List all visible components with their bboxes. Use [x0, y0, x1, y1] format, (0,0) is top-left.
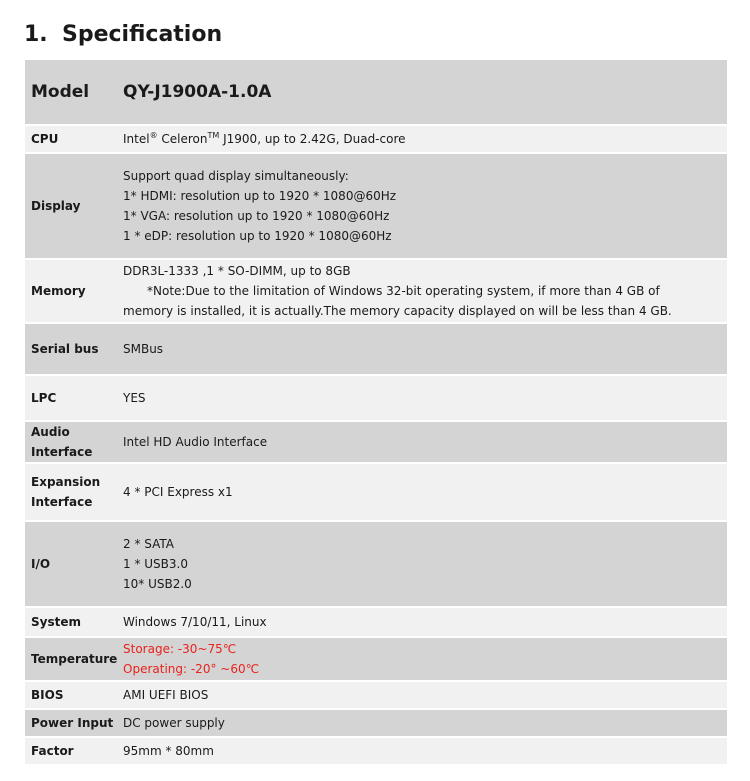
- row-factor: [25, 738, 727, 764]
- display-line: 1* VGA: resolution up to 1920 * 1080@60Hz: [123, 209, 390, 223]
- cpu-label: CPU: [25, 126, 115, 152]
- system-value: Windows 7/10/11, Linux: [115, 608, 727, 636]
- row-io: [25, 522, 727, 606]
- memory-value: [115, 260, 727, 322]
- section-number: 1.: [24, 22, 48, 47]
- power-value: DC power supply: [115, 710, 727, 736]
- display-line: Support quad display simultaneously:: [123, 169, 349, 183]
- memory-label: Memory: [25, 260, 115, 322]
- cpu-value: Intel® Celeron™ J1900, up to 2.42G, Duad-core: [115, 126, 727, 152]
- audio-value: Intel HD Audio Interface: [115, 422, 727, 462]
- row-memory: [25, 260, 727, 322]
- row-model: [25, 60, 727, 124]
- serial-bus-label: Serial bus: [25, 324, 115, 374]
- factor-value: 95mm * 80mm: [115, 738, 727, 764]
- model-value: QY-J1900A-1.0A: [115, 60, 727, 124]
- lpc-value: YES: [115, 376, 727, 420]
- expansion-value: 4 * PCI Express x1: [115, 464, 727, 520]
- row-power: [25, 710, 727, 736]
- io-value: [115, 522, 727, 606]
- io-line: 2 * SATA: [123, 537, 174, 551]
- row-cpu: [25, 126, 727, 152]
- section-heading: [24, 22, 222, 47]
- io-label: I/O: [25, 522, 115, 606]
- row-display: [25, 154, 727, 258]
- row-temperature: [25, 638, 727, 680]
- expansion-label: Expansion Interface: [25, 464, 115, 520]
- row-bios: [25, 682, 727, 708]
- power-label: Power Input: [25, 710, 115, 736]
- row-expansion: [25, 464, 727, 520]
- temperature-operating: Operating: -20° ~60℃: [123, 662, 260, 676]
- lpc-label: LPC: [25, 376, 115, 420]
- serial-bus-value: SMBus: [115, 324, 727, 374]
- io-line: 10* USB2.0: [123, 577, 192, 591]
- row-audio: [25, 422, 727, 462]
- row-system: [25, 608, 727, 636]
- bios-value: AMI UEFI BIOS: [115, 682, 727, 708]
- model-label: Model: [25, 60, 115, 124]
- bios-label: BIOS: [25, 682, 115, 708]
- row-serial-bus: [25, 324, 727, 374]
- temperature-storage: Storage: -30~75℃: [123, 642, 237, 656]
- memory-line: DDR3L-1333 ,1 * SO-DIMM, up to 8GB: [123, 264, 351, 278]
- factor-label: Factor: [25, 738, 115, 764]
- temperature-label: Temperature: [25, 638, 115, 680]
- display-value: [115, 154, 727, 258]
- memory-note: *Note:Due to the limitation of Windows 32-bit operating system, if more than 4 GB of memory is installed, it is actually.The memory capacity displayed on will be less than 4 GB.: [123, 284, 672, 318]
- system-label: System: [25, 608, 115, 636]
- section-title: Specification: [62, 22, 223, 47]
- audio-label: Audio Interface: [25, 422, 115, 462]
- io-line: 1 * USB3.0: [123, 557, 188, 571]
- row-lpc: [25, 376, 727, 420]
- display-label: Display: [25, 154, 115, 258]
- spec-table: [25, 58, 727, 766]
- display-line: 1 * eDP: resolution up to 1920 * 1080@60Hz: [123, 229, 392, 243]
- display-line: 1* HDMI: resolution up to 1920 * 1080@60Hz: [123, 189, 397, 203]
- temperature-value: [115, 638, 727, 680]
